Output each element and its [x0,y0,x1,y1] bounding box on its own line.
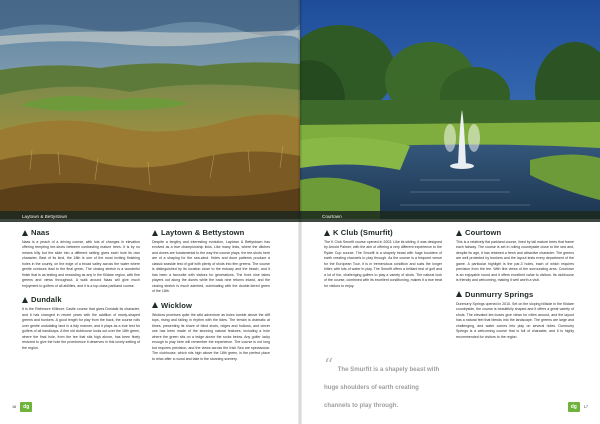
left-page-column-1 [22,228,140,357]
spread-gutter [298,0,302,424]
left-folio [12,402,32,412]
triangle-icon [152,302,158,308]
triangle-icon [22,230,28,236]
quote-mark-icon: “ [324,355,334,376]
section-body: Dunmurry Springs opened in 2010. Set on the sloping hillside in the Kildare countryside, the course is beautifully shaped and it offers a great variety of shots. The elevated tee-boxes give views for miles around, and the layout has a natural feel that blends into the landscape. The greens are large and challenging, and water comes into play on several holes. Dunmurry Springs is a welcoming course that is full of character, and it is highly recommended for visitors to the region. [456,301,574,339]
section-body: Wicklow promises quite the wild adventure as holes tumble above the cliff tops, rising and falling in rhythm with the tides. The terrain is dramatic at times, presenting its share of blind shots, ridges and hollows, and clever use has been made of the stunning natural features, including a hole where the green sits on a ledge above the rocks below. Any golfer lucky enough to play here will remember the experience. The course is not long but requires precision, and the views across the Irish Sea are spectacular. The clubhouse, which sits high above the 18th green, is the perfect place to relax after a round and take in the stunning scenery. [152,312,270,361]
triangle-icon [456,291,462,297]
section-title: Dunmurry Springs [465,289,534,299]
section-heading [22,295,140,304]
photo-caption: Laytown & Bettystown [22,214,68,219]
pull-quote-text: The Smurfit is a shapely beast with huge shoulders of earth creating channels to play through. [324,366,440,409]
section-laytown-bettystown [152,228,270,295]
section-title: K Club (Smurfit) [333,228,393,237]
section-heading [456,228,574,237]
section-body: It is the Rathmore Killinure Castle course that gives Dundalk its character, and it has changed in recent years with the addition of newly-shaped greens and bunkers. A good length for play from the back, the course rolls over gentle undulating land in a tidy manner, and it plays as a true test for golfers of all handicaps. A fine old clubhouse looks out over the 18th green, where the final hole, from the tee that sits high above, has been finely restored to give the hole the prominence it deserves in this lovely setting of the region. [22,307,140,350]
section-heading [152,228,270,237]
section-heading [324,228,442,237]
triangle-icon [152,230,158,236]
section-title: Courtown [465,228,502,237]
triangle-icon [456,230,462,236]
section-title: Laytown & Bettystown [161,228,245,237]
section-heading [22,228,140,237]
pull-quote [324,355,442,412]
brand-logo: dg [568,402,580,412]
section-dunmurry-springs [456,290,574,340]
section-body: The K Club Smurfit course opened in 2003. Like its sibling, it was designed by Arnold Palmer, with the aim of offering a very different experience to the Ryder Cup course. The Smurfit is a shapely beast with huge boulders of earth creating channels to play through. As the course is a frequent venue for the European Tour, it is in tremendous condition and suits the longer hitter, with lots of water in play. The Smurfit offers a brilliant test of golf and a lot of fun, challenging golfers to play a variety of shots. The natural look of the course, combined with its excellent conditioning, makes it a true treat for visitors to enjoy. [324,240,442,288]
section-wicklow [152,301,270,362]
triangle-icon [324,230,330,236]
page-number: 17 [583,405,588,409]
section-body: This is a relatively flat parkland course, lined by tall mature trees that frame each fairway. The course is set in rolling countryside close to the sea and, despite its age, it has retained a fresh and attractive character. The greens are well protected by bunkers and the layout tests every department of the game. A particular highlight is the par-3 holes, each of which requires precision from the tee. With fine views of the surrounding area, Courtown is an enjoyable round and it offers excellent value to visitors. Its clubhouse is friendly and welcoming, making it well worth a visit. [456,240,574,283]
section-title: Naas [31,228,50,237]
right-page [300,0,600,424]
section-dundalk [22,295,140,351]
section-body: Naas is a peach of a driving course, with lots of changes in elevation offering tempting tee-shots between contrasting mature trees. It is by no means hilly but the slide into a different setting gives each hole its own character. Best of its kind, the 18th is one of the most inviting finishing holes in the county, on the edge of a broad valley across the water where gentle contours lead to the final green. The closing stretch is a wonderful finish that is as testing and rewarding as any in the Kildare region, with fine greens and views throughout. A walk around Naas will give much enjoyment to golfers of all abilities, and it is a top-class parkland course. [22,240,140,288]
section-naas [22,228,140,289]
left-page-column-2 [152,228,270,368]
section-k-club-smurfit [324,228,442,289]
photo-caption-bar [300,211,600,222]
photo-caption: Courtown [322,214,342,219]
links-landscape-photo [0,0,300,219]
section-heading [456,290,574,299]
section-heading [152,301,270,310]
right-folio [568,402,588,412]
section-body: Despite a lengthy and interesting evolution, Laytown & Bettystown has evolved as a true championship links. Like many links, where the ditches and dunes are fundamental to the way the course plays, the tee-shots here are of a shaping for the sea-wind. Holes and dune patterns produce a classic seaside test of golf with plenty of shots into firm greens. The course is distinguished by its location close to the estuary and the beach, and it has been a favourite with visitors for generations. The front nine takes players out along the dunes while the back nine returns inland, and the closing stretch is much admired, culminating with the double-tiered green of the 18th. [152,240,270,294]
section-courtown [456,228,574,284]
section-title: Dundalk [31,295,62,305]
right-page-column-2 [456,228,574,346]
photo-caption-bar [0,211,300,222]
section-title: Wicklow [161,300,193,310]
brand-logo: dg [20,402,32,412]
parkland-fountain-photo [300,0,600,219]
page-number: 16 [12,405,17,409]
right-page-column-1 [324,228,442,295]
triangle-icon [22,297,28,303]
